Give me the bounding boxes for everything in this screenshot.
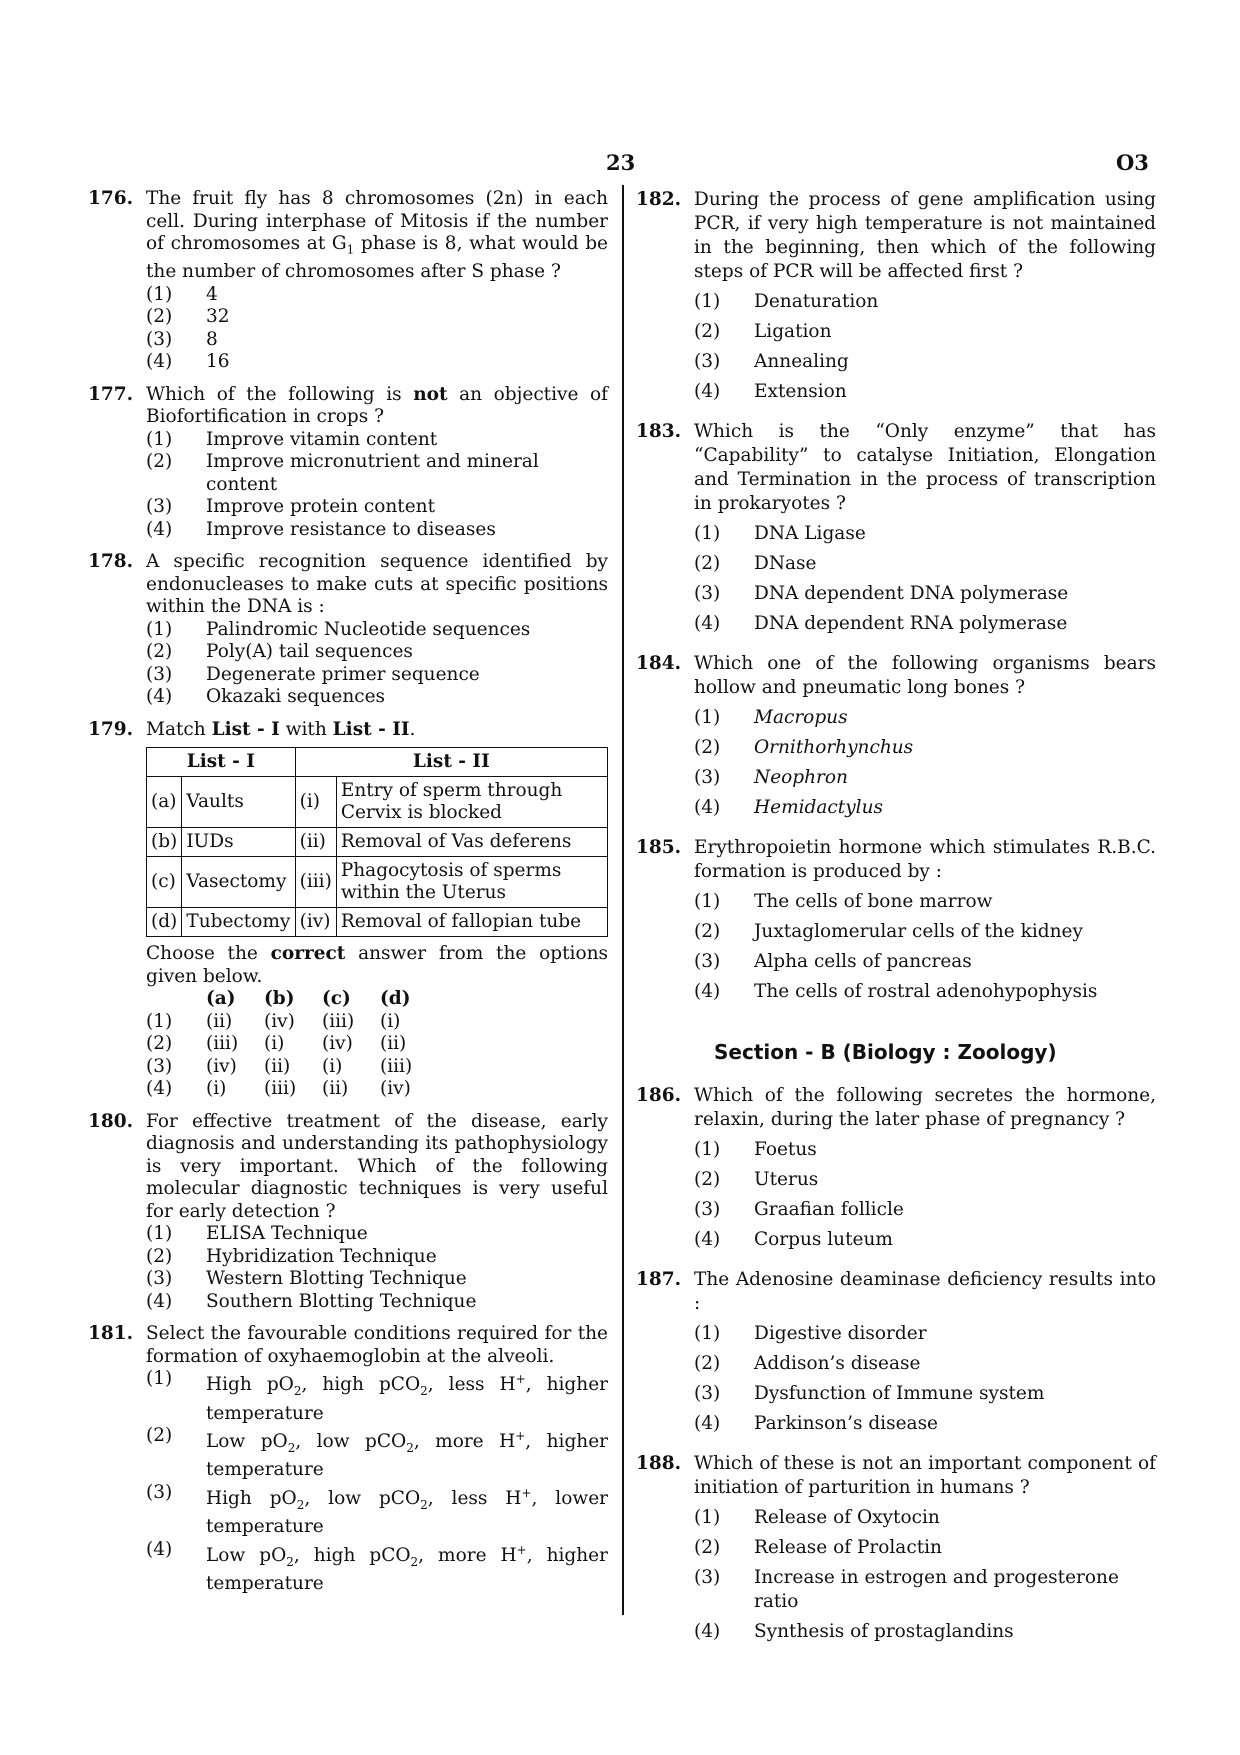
option: (2) Hybridization Technique (146, 1245, 437, 1267)
question-number: 178. (88, 551, 134, 573)
question-number: 179. (88, 718, 134, 740)
answer-cell: (iv) (380, 1078, 411, 1100)
booklet-code: O3 (1116, 150, 1149, 175)
option: (4) Okazaki sequences (146, 686, 386, 708)
question-number: 176. (88, 188, 134, 209)
question-177 (88, 384, 608, 542)
answer-cell: (3) (146, 1055, 173, 1077)
table-cell: IUDs (182, 828, 295, 857)
answer-head: (d) (380, 988, 411, 1010)
option: (2) DNase (694, 553, 817, 574)
question-text: A specific recognition sequence identified by endonucleases to make cuts at specific positions within the DNA is : (146, 551, 608, 618)
answer-cell: (i) (322, 1055, 343, 1077)
question-text: The fruit fly has 8 chromosomes (2n) in each cell. During interphase of Mitosis if the number of chromosomes at $G_1$ phase is 8, what would be the number of chromosomes after S phase ? (146, 188, 608, 283)
question-text: Which of these is not an important component of initiation of parturition in humans ? (694, 1453, 1156, 1498)
option: (4) Hemidactylus (694, 797, 883, 818)
question-number: 186. (636, 1085, 682, 1106)
answer-cell: (ii) (206, 1010, 233, 1032)
question-text: Which of the following is not an objective of Biofortification in crops ? (146, 383, 608, 428)
option: (3) DNA dependent DNA polymerase (694, 583, 1069, 604)
question-number: 177. (88, 383, 134, 405)
option: (1) Improve vitamin content (146, 428, 438, 450)
question-number: 180. (88, 1110, 134, 1132)
answer-cell: (iv) (264, 1010, 295, 1032)
question-text: Which of the following secretes the hormone, relaxin, during the later phase of pregnancy ? (694, 1085, 1156, 1130)
option: (3) Annealing (694, 351, 849, 372)
question-text: Erythropoietin hormone which stimulates R.B.C. formation is produced by : (694, 837, 1156, 882)
option: (1) Release of Oxytocin (694, 1507, 940, 1528)
option: (2) Juxtaglomerular cells of the kidney (694, 921, 1083, 942)
left-column (88, 188, 608, 1596)
answer-cell: (i) (264, 1033, 285, 1055)
option: (1) ELISA Technique (146, 1223, 368, 1245)
answer-cell: (4) (146, 1078, 173, 1100)
question-text: For effective treatment of the disease, early diagnosis and understanding its pathophysiology is very important. Which of the following molecular diagnostic techniques is very useful for early detection ? (146, 1110, 608, 1222)
option: (4) Synthesis of prostaglandins (694, 1621, 1014, 1642)
table-cell: Tubectomy (182, 908, 295, 937)
option: (2) Poly(A) tail sequences (146, 641, 413, 663)
option: (1) 4 (146, 283, 218, 305)
page-number: 23 (606, 150, 636, 175)
option: (4) Parkinson’s disease (694, 1413, 939, 1434)
option: (4) DNA dependent RNA polymerase (694, 613, 1068, 634)
answer-cell: (iv) (206, 1055, 237, 1077)
option: (4) Low $pO_2$, high pCO$_2$, more H+, higher temperature (146, 1538, 608, 1595)
option: (1) Digestive disorder (694, 1323, 927, 1344)
question-number: 184. (636, 653, 682, 674)
option: (2) Ligation (694, 321, 832, 342)
option: (2) Improve micronutrient and mineral content (146, 451, 539, 495)
option: (4) Improve resistance to diseases (146, 518, 496, 540)
table-row (147, 828, 608, 857)
table-cell: (b) (147, 828, 182, 857)
option: (2) Release of Prolactin (694, 1537, 942, 1558)
question-188 (636, 1452, 1156, 1644)
option: (2) 32 (146, 306, 230, 328)
match-table (146, 747, 608, 937)
question-183 (636, 420, 1156, 636)
option: (1) DNA Ligase (694, 523, 866, 544)
question-185 (636, 836, 1156, 1004)
option: (4) The cells of rostral adenohypophysis (694, 981, 1098, 1002)
option: (2) Ornithorhynchus (694, 737, 914, 758)
option: (1) High $pO_2$, high pCO$_2$, less H+, higher temperature (146, 1368, 608, 1424)
answer-cell: (i) (206, 1078, 227, 1100)
question-number: 182. (636, 189, 682, 210)
answer-cell: (iii) (322, 1010, 355, 1032)
table-row (147, 777, 608, 828)
question-184 (636, 652, 1156, 820)
column-divider (622, 185, 624, 1615)
table-cell: (iv) (295, 908, 336, 937)
question-text: The Adenosine deaminase deficiency results into : (694, 1269, 1156, 1314)
option: (1) Macropus (694, 707, 848, 728)
option: (2) Low $pO_2$, low pCO$_2$, more H+, higher temperature (146, 1425, 608, 1481)
answer-head: (b) (264, 988, 295, 1010)
question-number: 188. (636, 1453, 682, 1474)
question-number: 181. (88, 1323, 134, 1345)
question-text: Which is the “Only enzyme” that has “Capability” to catalyse Initiation, Elongation and Termination in the process of transcription in prokaryotes ? (694, 421, 1156, 514)
question-number: 183. (636, 421, 682, 442)
table-cell: Phagocytosis of sperms within the Uterus (336, 857, 607, 908)
section-heading: Section - B (Biology : Zoology) (714, 1040, 1057, 1064)
table-cell: (iii) (295, 857, 336, 908)
option: (1) Denaturation (694, 291, 879, 312)
option: (4) Southern Blotting Technique (146, 1290, 477, 1312)
answer-cell: (2) (146, 1033, 173, 1055)
answer-cell: (iv) (322, 1033, 353, 1055)
option: (1) Foetus (694, 1139, 817, 1160)
table-cell: (a) (147, 777, 182, 828)
question-180 (88, 1111, 608, 1314)
option: (2) Uterus (694, 1169, 819, 1190)
table-cell: (d) (147, 908, 182, 937)
option: (4) Extension (694, 381, 847, 402)
option: (3) Degenerate primer sequence (146, 663, 480, 685)
answer-cell: (i) (380, 1010, 401, 1032)
option: (3) Increase in estrogen and progesterone ratio (694, 1567, 1119, 1612)
answer-grid (146, 988, 608, 1101)
option: (3) Western Blotting Technique (146, 1268, 467, 1290)
option: (2) Addison’s disease (694, 1353, 921, 1374)
question-186 (636, 1084, 1156, 1252)
question-181 (88, 1323, 608, 1595)
list-2-header: List - II (295, 748, 607, 777)
table-cell: (c) (147, 857, 182, 908)
question-number: 187. (636, 1269, 682, 1290)
answer-cell: (iii) (264, 1078, 297, 1100)
table-cell: (i) (295, 777, 336, 828)
question-text: Match List - I with List - II. (146, 718, 416, 740)
question-text: During the process of gene amplification using PCR, if very high temperature is not maintained in the beginning, then which of the following steps of PCR will be affected first ? (694, 189, 1156, 282)
answer-head: (c) (322, 988, 351, 1010)
answer-cell: (ii) (322, 1078, 349, 1100)
question-text: Which one of the following organisms bears hollow and pneumatic long bones ? (694, 653, 1156, 698)
answer-cell: (ii) (264, 1055, 291, 1077)
table-cell: Entry of sperm through Cervix is blocked (336, 777, 607, 828)
answer-head: (a) (206, 988, 236, 1010)
answer-cell: (ii) (380, 1033, 407, 1055)
answer-cell: (iii) (380, 1055, 413, 1077)
question-178 (88, 551, 608, 709)
option: (4) 16 (146, 351, 230, 373)
option: (3) Alpha cells of pancreas (694, 951, 972, 972)
table-cell: Removal of fallopian tube (336, 908, 607, 937)
option: (3) Improve protein content (146, 496, 436, 518)
option: (3) 8 (146, 328, 218, 350)
list-1-header: List - I (147, 748, 296, 777)
table-row (147, 857, 608, 908)
question-187 (636, 1268, 1156, 1436)
option: (1) The cells of bone marrow (694, 891, 993, 912)
right-column (636, 188, 1156, 1644)
option: (3) Dysfunction of Immune system (694, 1383, 1045, 1404)
option: (3) Neophron (694, 767, 848, 788)
question-number: 185. (636, 837, 682, 858)
table-cell: (ii) (295, 828, 336, 857)
option: (3) High $pO_2$, low pCO$_2$, less H+, lower temperature (146, 1481, 608, 1538)
answer-cell: (iii) (206, 1033, 239, 1055)
option: (4) Corpus luteum (694, 1229, 893, 1250)
option: (3) Graafian follicle (694, 1199, 904, 1220)
table-cell: Removal of Vas deferens (336, 828, 607, 857)
table-cell: Vasectomy (182, 857, 295, 908)
question-182 (636, 188, 1156, 404)
question-176 (88, 188, 608, 374)
answer-cell: (1) (146, 1010, 173, 1032)
table-row (147, 908, 608, 937)
option: (1) Palindromic Nucleotide sequences (146, 618, 531, 640)
table-cell: Vaults (182, 777, 295, 828)
question-179 (88, 719, 608, 1101)
choose-instruction: Choose the correct answer from the options given below. (146, 943, 608, 987)
question-text: Select the favourable conditions required for the formation of oxyhaemoglobin at the alveoli. (146, 1323, 608, 1367)
